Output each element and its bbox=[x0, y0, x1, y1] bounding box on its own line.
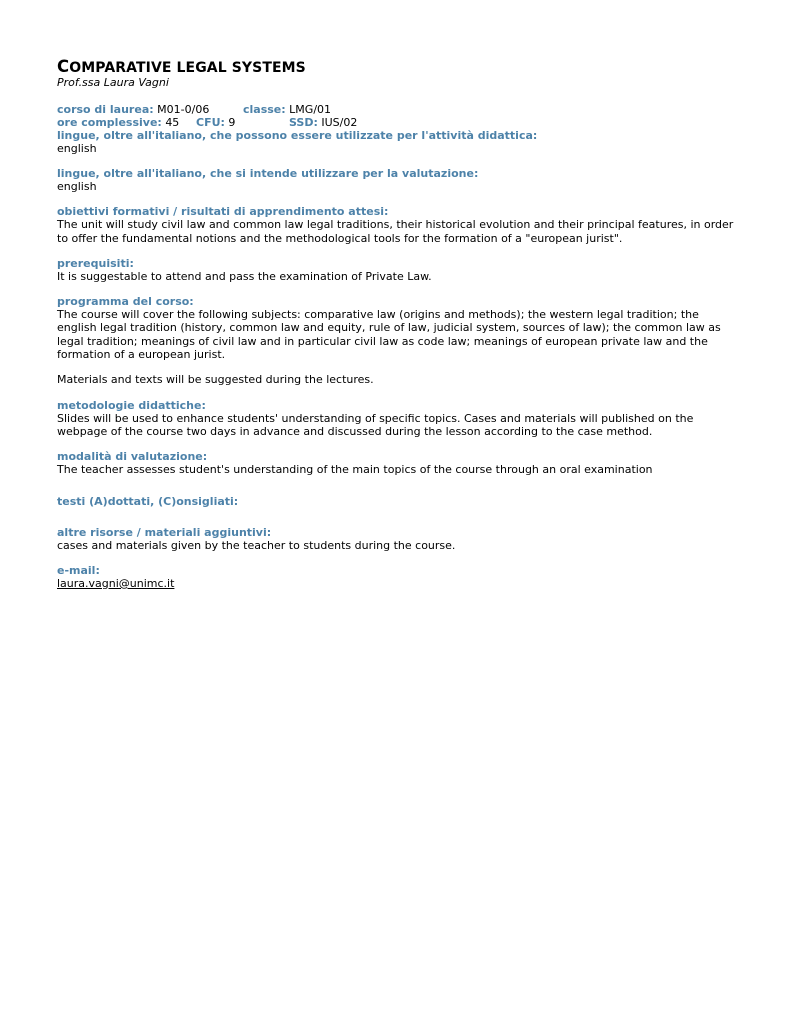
course-sheet bbox=[57, 59, 737, 590]
section-prerequisiti: prerequisiti: It is suggestable to attend and pass the examination of Private Law. bbox=[57, 256, 432, 283]
cfu-field: CFU: 9 bbox=[196, 116, 236, 129]
section-valutazione: modalità di valutazione: The teacher assesses student's understanding of the main topics of the course through an oral examination bbox=[57, 450, 653, 477]
meta-row-1 bbox=[57, 103, 737, 116]
section-metodologie: metodologie didattiche: Slides will be used to enhance students' understanding of specific topics. Cases and materials will published on the webpage of the course two days in advance and discussed during the lesson according to the case method. bbox=[57, 398, 694, 438]
classe-field: classe: LMG/01 bbox=[243, 103, 332, 116]
section-email: e-mail: laura.vagni@unimc.it bbox=[57, 563, 175, 590]
section-obiettivi: obiettivi formativi / risultati di apprendimento attesi: The unit will study civil law and common law legal traditions, their historical evolution and their principal features, in order to offer the fundamental notions and the methodological tools for the formation of a "european jurist". bbox=[57, 205, 734, 245]
meta-row-2 bbox=[57, 116, 737, 129]
section-lingue-valutazione: lingue, oltre all'italiano, che si intende utilizzare per la valutazione: english bbox=[57, 167, 479, 193]
course-title: COMPARATIVE LEGAL SYSTEMS bbox=[57, 57, 306, 76]
section-lingue-didattica: lingue, oltre all'italiano, che possono essere utilizzate per l'attività didattica: english bbox=[57, 129, 538, 155]
corso-field: corso di laurea: M01-0/06 bbox=[57, 103, 210, 116]
ore-field: ore complessive: 45 bbox=[57, 116, 180, 129]
section-testi: testi (A)dottati, (C)onsigliati: bbox=[57, 494, 239, 508]
section-programma: programma del corso: The course will cover the following subjects: comparative law (origins and methods); the western legal tradition; the english legal tradition (history, common law and equity, rule of law, judicial system, sources of law); the common law as legal tradition; meanings of civil law and in particular civil law as code law; meanings of european private law and the formation of a european jurist. Materials and texts will be suggested during the lectures. bbox=[57, 295, 721, 387]
section-risorse: altre risorse / materiali aggiuntivi: cases and materials given by the teacher to students during the course. bbox=[57, 525, 456, 552]
ssd-field: SSD: IUS/02 bbox=[289, 116, 358, 129]
email-link[interactable]: laura.vagni@unimc.it bbox=[57, 576, 175, 590]
professor-name: Prof.ssa Laura Vagni bbox=[57, 76, 169, 89]
spacer bbox=[57, 90, 737, 103]
